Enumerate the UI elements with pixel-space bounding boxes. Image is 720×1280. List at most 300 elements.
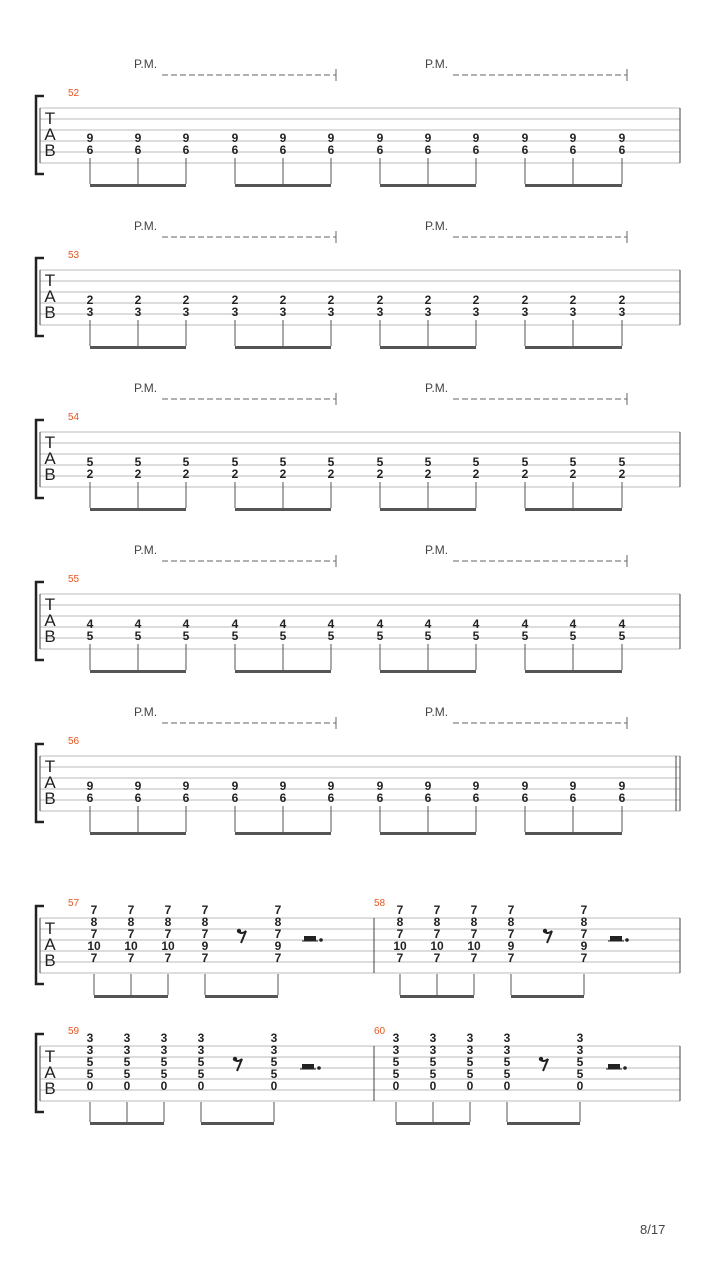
tab-clef-b: B [44,465,56,484]
fret-number: 3 [279,305,287,319]
fret-number: 3 [429,1043,437,1057]
fret-number: 7 [90,927,98,941]
fret-number: 3 [466,1043,474,1057]
fret-number: 7 [580,903,588,917]
fret-number: 5 [160,1067,168,1081]
palm-mute-label: P.M. [425,381,449,395]
measure-number: 56 [68,736,80,747]
fret-number: 9 [279,131,287,145]
beam [400,995,474,998]
fret-number: 5 [576,1067,584,1081]
fret-number: 2 [376,467,384,481]
fret-number: 7 [507,927,515,941]
fret-number: 8 [90,915,98,929]
fret-number: 9 [182,779,190,793]
beam [380,832,476,835]
fret-number: 9 [201,939,209,953]
tab-clef-a: A [44,1063,56,1082]
beam [511,995,584,998]
fret-number: 4 [231,617,239,631]
fret-number: 0 [503,1079,511,1093]
fret-number: 7 [274,927,282,941]
fret-number: 3 [270,1031,278,1045]
fret-number: 3 [197,1031,205,1045]
fret-number: 2 [279,293,287,307]
fret-number: 0 [86,1079,94,1093]
fret-number: 3 [576,1031,584,1045]
measure-number: 57 [68,898,80,909]
tab-clef-a: A [44,773,56,792]
fret-number: 0 [197,1079,205,1093]
fret-number: 7 [201,927,209,941]
fret-number: 5 [521,455,529,469]
fret-number: 3 [576,1043,584,1057]
eighth-rest-dot [543,929,547,933]
measure-number: 53 [68,250,80,261]
fret-number: 7 [127,927,135,941]
beam [90,832,186,835]
fret-number: 3 [569,305,577,319]
fret-number: 5 [376,629,384,643]
tab-clef-t: T [44,595,56,614]
fret-number: 7 [164,903,172,917]
fret-number: 3 [182,305,190,319]
rest-dot [317,1066,321,1070]
fret-number: 7 [127,903,135,917]
tab-clef-a: A [44,611,56,630]
palm-mute-label: P.M. [134,705,158,719]
beam [525,670,622,673]
fret-number: 3 [327,305,335,319]
fret-number: 5 [472,629,480,643]
eighth-rest-dot [237,929,241,933]
fret-number: 2 [86,467,94,481]
fret-number: 7 [396,927,404,941]
fret-number: 3 [123,1031,131,1045]
fret-number: 3 [472,305,480,319]
fret-number: 7 [164,927,172,941]
fret-number: 9 [618,131,626,145]
fret-number: 7 [433,903,441,917]
palm-mute-label: P.M. [134,57,158,71]
tab-clef-b: B [44,627,56,646]
fret-number: 7 [201,903,209,917]
fret-number: 4 [472,617,480,631]
fret-number: 3 [392,1043,400,1057]
fret-number: 10 [393,939,407,953]
rest-dot [623,1066,627,1070]
fret-number: 5 [569,629,577,643]
fret-number: 3 [231,305,239,319]
fret-number: 7 [507,903,515,917]
fret-number: 2 [424,293,432,307]
fret-number: 9 [134,779,142,793]
fret-number: 5 [618,455,626,469]
fret-number: 2 [376,293,384,307]
fret-number: 3 [376,305,384,319]
measure-number: 54 [68,412,80,423]
fret-number: 9 [231,131,239,145]
fret-number: 4 [182,617,190,631]
fret-number: 0 [123,1079,131,1093]
fret-number: 6 [376,791,384,805]
tab-system [36,219,680,349]
tab-clef-t: T [44,757,56,776]
half-rest [608,1064,620,1069]
fret-number: 3 [503,1031,511,1045]
fret-number: 0 [160,1079,168,1093]
fret-number: 4 [521,617,529,631]
fret-number: 2 [424,467,432,481]
measure-number: 58 [374,898,386,909]
fret-number: 6 [618,143,626,157]
tab-clef-t: T [44,919,56,938]
palm-mute-label: P.M. [134,381,158,395]
fret-number: 9 [279,779,287,793]
fret-number: 9 [569,779,577,793]
fret-number: 3 [86,305,94,319]
fret-number: 4 [279,617,287,631]
fret-number: 5 [429,1055,437,1069]
fret-number: 5 [197,1067,205,1081]
fret-number: 0 [392,1079,400,1093]
fret-number: 5 [182,455,190,469]
fret-number: 5 [134,455,142,469]
beam [90,346,186,349]
fret-number: 5 [327,455,335,469]
fret-number: 7 [274,903,282,917]
beam [205,995,278,998]
fret-number: 8 [164,915,172,929]
fret-number: 2 [521,293,529,307]
tab-clef-b: B [44,1079,56,1098]
measure-number: 59 [68,1026,80,1037]
beam [396,1122,470,1125]
fret-number: 5 [429,1067,437,1081]
fret-number: 2 [182,467,190,481]
tab-system [36,705,680,835]
tab-system [36,543,680,673]
fret-number: 10 [87,939,101,953]
fret-number: 5 [86,1055,94,1069]
fret-number: 3 [424,305,432,319]
fret-number: 9 [569,131,577,145]
tab-clef-b: B [44,303,56,322]
fret-number: 6 [569,791,577,805]
beam [525,184,622,187]
fret-number: 9 [327,779,335,793]
fret-number: 9 [274,939,282,953]
fret-number: 7 [433,927,441,941]
fret-number: 5 [392,1055,400,1069]
fret-number: 3 [134,305,142,319]
fret-number: 9 [134,131,142,145]
fret-number: 0 [466,1079,474,1093]
fret-number: 7 [90,951,98,965]
fret-number: 4 [569,617,577,631]
fret-number: 3 [618,305,626,319]
beam [235,508,331,511]
fret-number: 4 [424,617,432,631]
fret-number: 5 [392,1067,400,1081]
fret-number: 5 [231,455,239,469]
fret-number: 9 [521,779,529,793]
fret-number: 9 [376,131,384,145]
fret-number: 3 [521,305,529,319]
fret-number: 5 [466,1055,474,1069]
tab-clef-b: B [44,789,56,808]
fret-number: 5 [503,1067,511,1081]
fret-number: 2 [472,293,480,307]
fret-number: 7 [396,951,404,965]
fret-number: 4 [327,617,335,631]
fret-number: 7 [580,951,588,965]
fret-number: 10 [467,939,481,953]
measure-number: 60 [374,1026,386,1037]
beam [235,184,331,187]
fret-number: 9 [376,779,384,793]
fret-number: 5 [327,629,335,643]
fret-number: 5 [569,455,577,469]
fret-number: 3 [160,1031,168,1045]
fret-number: 9 [580,939,588,953]
fret-number: 3 [466,1031,474,1045]
palm-mute-label: P.M. [425,705,449,719]
fret-number: 5 [134,629,142,643]
fret-number: 2 [86,293,94,307]
fret-number: 9 [424,131,432,145]
fret-number: 8 [580,915,588,929]
fret-number: 2 [569,293,577,307]
beam [235,832,331,835]
fret-number: 6 [279,791,287,805]
fret-number: 2 [618,293,626,307]
fret-number: 8 [507,915,515,929]
palm-mute-label: P.M. [425,57,449,71]
fret-number: 6 [521,791,529,805]
fret-number: 2 [618,467,626,481]
tab-clef-t: T [44,1047,56,1066]
fret-number: 5 [424,455,432,469]
fret-number: 6 [472,791,480,805]
beam [507,1122,580,1125]
fret-number: 6 [134,791,142,805]
fret-number: 6 [569,143,577,157]
fret-number: 4 [618,617,626,631]
fret-number: 7 [507,951,515,965]
fret-number: 7 [90,903,98,917]
fret-number: 5 [618,629,626,643]
beam [525,346,622,349]
fret-number: 7 [470,903,478,917]
fret-number: 0 [429,1079,437,1093]
fret-number: 7 [580,927,588,941]
fret-number: 10 [430,939,444,953]
fret-number: 7 [433,951,441,965]
tab-system [36,381,680,511]
fret-number: 3 [160,1043,168,1057]
fret-number: 10 [124,939,138,953]
tab-clef-t: T [44,433,56,452]
tab-clef-t: T [44,271,56,290]
fret-number: 8 [201,915,209,929]
eighth-rest-dot [539,1057,543,1061]
tab-clef-a: A [44,449,56,468]
fret-number: 8 [274,915,282,929]
fret-number: 6 [376,143,384,157]
tab-clef-b: B [44,141,56,160]
fret-number: 3 [123,1043,131,1057]
fret-number: 4 [134,617,142,631]
tab-system [36,57,680,187]
beam [90,1122,164,1125]
palm-mute-label: P.M. [425,219,449,233]
fret-number: 7 [127,951,135,965]
beam [235,346,331,349]
beam [380,670,476,673]
fret-number: 9 [472,131,480,145]
fret-number: 2 [134,467,142,481]
fret-number: 6 [327,143,335,157]
beam [94,995,168,998]
fret-number: 3 [197,1043,205,1057]
fret-number: 9 [424,779,432,793]
fret-number: 2 [327,467,335,481]
fret-number: 3 [86,1031,94,1045]
fret-number: 2 [472,467,480,481]
fret-number: 2 [231,293,239,307]
fret-number: 4 [376,617,384,631]
fret-number: 6 [618,791,626,805]
fret-number: 9 [507,939,515,953]
half-rest [304,936,316,941]
tab-clef-a: A [44,125,56,144]
beam [525,508,622,511]
fret-number: 9 [327,131,335,145]
fret-number: 3 [392,1031,400,1045]
tab-system [36,898,680,998]
fret-number: 8 [433,915,441,929]
fret-number: 6 [182,791,190,805]
fret-number: 8 [396,915,404,929]
fret-number: 2 [327,293,335,307]
fret-number: 6 [279,143,287,157]
fret-number: 9 [86,131,94,145]
beam [90,670,186,673]
fret-number: 0 [576,1079,584,1093]
fret-number: 3 [86,1043,94,1057]
fret-number: 7 [274,951,282,965]
fret-number: 7 [470,951,478,965]
fret-number: 6 [327,791,335,805]
fret-number: 5 [270,1055,278,1069]
beam [90,508,186,511]
half-rest [302,1064,314,1069]
fret-number: 6 [134,143,142,157]
fret-number: 7 [164,951,172,965]
fret-number: 5 [231,629,239,643]
half-rest [610,936,622,941]
fret-number: 7 [470,927,478,941]
fret-number: 9 [86,779,94,793]
fret-number: 6 [86,791,94,805]
fret-number: 2 [521,467,529,481]
fret-number: 2 [231,467,239,481]
fret-number: 9 [472,779,480,793]
tab-clef-a: A [44,935,56,954]
fret-number: 5 [376,455,384,469]
fret-number: 8 [470,915,478,929]
fret-number: 5 [466,1067,474,1081]
fret-number: 8 [127,915,135,929]
fret-number: 4 [86,617,94,631]
fret-number: 5 [576,1055,584,1069]
palm-mute-label: P.M. [134,219,158,233]
tab-system [36,1026,680,1125]
fret-number: 2 [182,293,190,307]
fret-number: 5 [160,1055,168,1069]
fret-number: 2 [569,467,577,481]
eighth-rest-dot [233,1057,237,1061]
fret-number: 9 [521,131,529,145]
fret-number: 9 [231,779,239,793]
beam [380,184,476,187]
beam [525,832,622,835]
fret-number: 5 [270,1067,278,1081]
fret-number: 6 [86,143,94,157]
fret-number: 5 [182,629,190,643]
fret-number: 6 [424,143,432,157]
fret-number: 6 [424,791,432,805]
tab-clef-b: B [44,951,56,970]
fret-number: 5 [86,1067,94,1081]
rest-dot [319,938,323,942]
fret-number: 9 [618,779,626,793]
palm-mute-label: P.M. [425,543,449,557]
fret-number: 5 [503,1055,511,1069]
fret-number: 6 [231,143,239,157]
measure-number: 52 [68,88,80,99]
fret-number: 6 [231,791,239,805]
fret-number: 5 [123,1055,131,1069]
beam [90,184,186,187]
fret-number: 6 [182,143,190,157]
fret-number: 2 [279,467,287,481]
fret-number: 7 [201,951,209,965]
tab-clef-t: T [44,109,56,128]
fret-number: 5 [279,629,287,643]
fret-number: 5 [521,629,529,643]
fret-number: 6 [472,143,480,157]
fret-number: 3 [429,1031,437,1045]
fret-number: 6 [521,143,529,157]
fret-number: 3 [503,1043,511,1057]
page-number: 8/17 [640,1222,666,1237]
fret-number: 5 [86,455,94,469]
fret-number: 3 [270,1043,278,1057]
palm-mute-label: P.M. [134,543,158,557]
fret-number: 5 [86,629,94,643]
fret-number: 7 [396,903,404,917]
fret-number: 2 [134,293,142,307]
fret-number: 5 [197,1055,205,1069]
fret-number: 5 [279,455,287,469]
fret-number: 5 [424,629,432,643]
fret-number: 0 [270,1079,278,1093]
tab-clef-a: A [44,287,56,306]
beam [380,346,476,349]
fret-number: 5 [472,455,480,469]
